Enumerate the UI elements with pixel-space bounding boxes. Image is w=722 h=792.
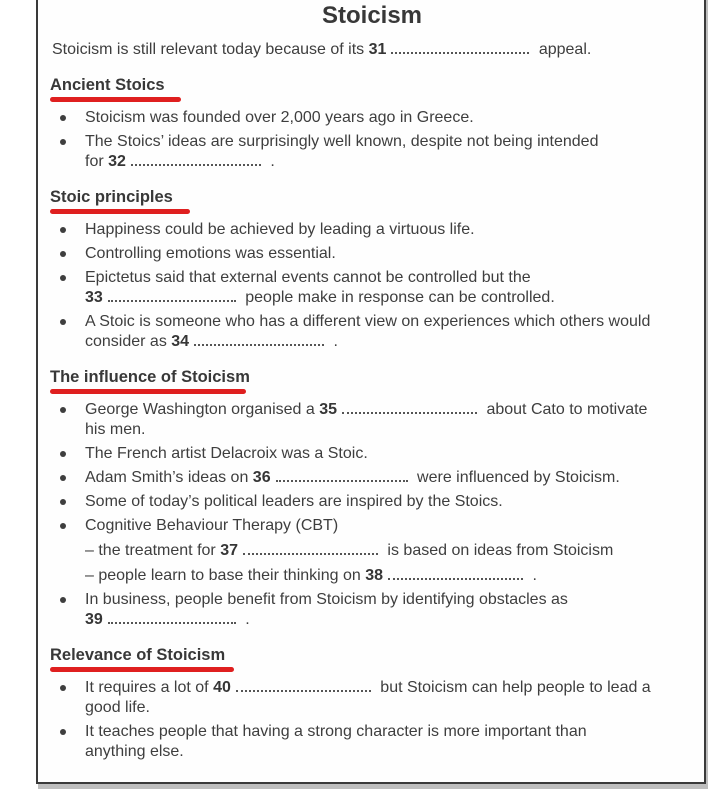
bullet-line (85, 492, 694, 512)
text-run: Adam Smith’s ideas on (85, 469, 253, 486)
bullet-content (85, 492, 694, 512)
bullet-line (85, 132, 694, 152)
answer-blank (108, 610, 236, 624)
text-run: were influenced by Stoicism. (412, 469, 620, 486)
bullet-content (85, 312, 694, 352)
text-run: . (265, 153, 275, 170)
bullet-line (85, 590, 694, 610)
text-run: anything else. (85, 743, 184, 760)
answer-blank (342, 400, 477, 414)
text-run: Controlling emotions was essential. (85, 245, 336, 262)
text-run: The French artist Delacroix was a Stoic. (85, 445, 368, 462)
text-run: is based on ideas from Stoicism (382, 542, 614, 559)
text-run: In business, people benefit from Stoicism by identifying obstacles as (85, 591, 568, 608)
bullet-icon (50, 516, 85, 586)
question-number: 40 (213, 679, 231, 696)
text-run: . (329, 333, 338, 350)
answer-blank (108, 288, 236, 302)
text-run: Happiness could be achieved by leading a virtuous life. (85, 221, 475, 238)
section (50, 75, 694, 172)
bullet-dot (60, 275, 66, 281)
bullet-content (85, 220, 694, 240)
bullet-item (50, 722, 694, 762)
worksheet-box (36, 0, 706, 784)
bullet-dot (60, 729, 66, 735)
text-run: good life. (85, 699, 150, 716)
red-marker-underline (50, 389, 246, 394)
question-number: 34 (171, 333, 190, 350)
question-number: 38 (365, 567, 383, 584)
section (50, 645, 694, 762)
text-run: Stoicism was founded over 2,000 years ago in Greece. (85, 109, 474, 126)
question-number: 32 (108, 153, 126, 170)
bullet-dot (60, 319, 66, 325)
bullet-item (50, 516, 694, 586)
bullet-dot (60, 251, 66, 257)
bullet-content (85, 108, 694, 128)
question-number: 35 (319, 401, 338, 418)
section (50, 187, 694, 352)
bullet-icon (50, 444, 85, 464)
text-run: – the treatment for (85, 542, 221, 559)
text-run: . (528, 567, 537, 584)
bullet-content (85, 132, 694, 172)
bullet-content (85, 468, 694, 488)
section-heading: Ancient Stoics (50, 76, 165, 94)
bullet-icon (50, 108, 85, 128)
bullet-content (85, 268, 694, 308)
text-run: consider as (85, 333, 172, 350)
bullet-line (85, 108, 694, 128)
bullet-dot (60, 523, 66, 529)
bullet-line (85, 268, 694, 288)
bullet-content (85, 444, 694, 464)
bullet-icon (50, 400, 85, 440)
red-marker-underline (50, 97, 181, 102)
bullet-line (85, 288, 694, 308)
answer-blank (388, 566, 523, 580)
answer-blank (243, 541, 378, 555)
text-run: for (85, 153, 109, 170)
bullet-icon (50, 492, 85, 512)
bullet-dot (60, 499, 66, 505)
question-number: 33 (85, 289, 103, 306)
text-run: . (240, 611, 250, 628)
section-heading: Stoic principles (50, 188, 173, 206)
answer-blank (276, 468, 408, 482)
bullet-icon (50, 722, 85, 762)
bullet-icon (50, 678, 85, 718)
section (50, 367, 694, 630)
answer-blank (236, 678, 371, 692)
bullet-dot (60, 139, 66, 145)
answer-blank (194, 332, 324, 346)
bullet-dot (60, 451, 66, 457)
text-run: his men. (85, 421, 146, 438)
bullet-line (85, 742, 694, 762)
text-run: A Stoic is someone who has a different view on experiences which others would (85, 313, 651, 330)
question-number: 36 (252, 469, 271, 486)
text-run: It teaches people that having a strong character is more important than (85, 723, 587, 740)
text-run: – people learn to base their thinking on (85, 567, 366, 584)
sub-line (85, 566, 694, 586)
section-heading: Relevance of Stoicism (50, 646, 226, 664)
bullet-item (50, 590, 694, 630)
bullet-item (50, 400, 694, 440)
bullet-line (85, 312, 694, 332)
bullet-dot (60, 597, 66, 603)
text-run: George Washington organised a (85, 401, 320, 418)
bullet-icon (50, 590, 85, 630)
bullet-item (50, 678, 694, 718)
bullet-icon (50, 132, 85, 172)
bullet-dot (60, 407, 66, 413)
text-run: about Cato to motivate (482, 401, 648, 418)
bullet-line (85, 444, 694, 464)
bullet-item (50, 444, 694, 464)
question-number: 37 (220, 542, 238, 559)
bullet-item (50, 244, 694, 264)
bullet-content (85, 722, 694, 762)
question-number: 39 (85, 611, 103, 628)
sections-container (50, 75, 694, 762)
bullet-dot (60, 685, 66, 691)
bullet-item (50, 492, 694, 512)
text-run: It requires a lot of (85, 679, 214, 696)
text-run: Stoicism is still relevant today because of its (52, 41, 369, 58)
bullet-line (85, 220, 694, 240)
bullet-item (50, 220, 694, 240)
bullet-dot (60, 115, 66, 121)
bullet-line (85, 468, 694, 488)
intro-line (52, 40, 694, 60)
text-run: Some of today’s political leaders are inspired by the Stoics. (85, 493, 503, 510)
bullet-icon (50, 468, 85, 488)
bullet-line (85, 610, 694, 630)
text-run: people make in response can be controlled. (240, 289, 555, 306)
bullet-line (85, 152, 694, 172)
bullet-dot (60, 475, 66, 481)
text-run: but Stoicism can help people to lead a (375, 679, 651, 696)
red-marker-underline (50, 667, 234, 672)
bullet-line (85, 698, 694, 718)
bullet-content (85, 400, 694, 440)
bullet-line (85, 516, 694, 536)
section-heading: The influence of Stoicism (50, 368, 250, 386)
question-number: 31 (368, 41, 387, 58)
bullet-dot (60, 227, 66, 233)
bullet-item (50, 132, 694, 172)
bullet-item (50, 108, 694, 128)
bullet-icon (50, 244, 85, 264)
text-run: Cognitive Behaviour Therapy (CBT) (85, 517, 339, 534)
page-title: Stoicism (321, 2, 423, 29)
bullet-line (85, 400, 694, 420)
bullet-icon (50, 268, 85, 308)
text-run: appeal. (534, 41, 592, 58)
bullet-content (85, 678, 694, 718)
bullet-item (50, 268, 694, 308)
bullet-line (85, 678, 694, 698)
text-run: The Stoics’ ideas are surprisingly well known, despite not being intended (85, 133, 599, 150)
answer-blank (131, 152, 261, 166)
answer-blank (391, 40, 529, 54)
bullet-content (85, 244, 694, 264)
bullet-content (85, 516, 694, 586)
bullet-icon (50, 312, 85, 352)
bullet-line (85, 244, 694, 264)
bullet-item (50, 468, 694, 488)
bullet-line (85, 420, 694, 440)
bullet-line (85, 332, 694, 352)
bullet-item (50, 312, 694, 352)
bullet-icon (50, 220, 85, 240)
bullet-line (85, 722, 694, 742)
bullet-content (85, 590, 694, 630)
red-marker-underline (50, 209, 190, 214)
text-run: Epictetus said that external events cannot be controlled but the (85, 269, 531, 286)
sub-line (85, 541, 694, 561)
